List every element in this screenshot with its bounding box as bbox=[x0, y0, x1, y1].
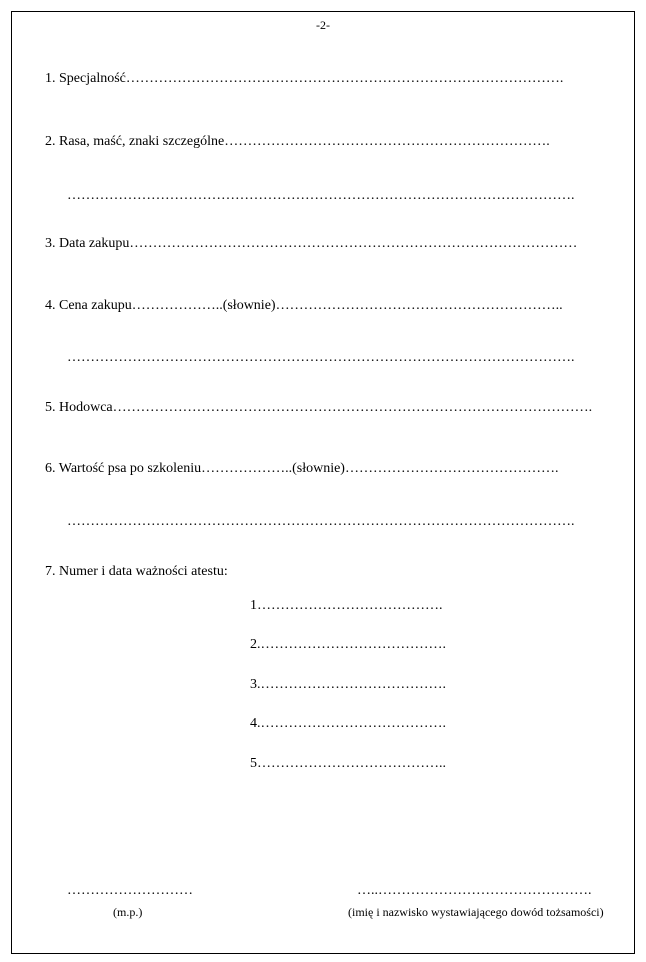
certificate-line-3: 3.…………………………………. bbox=[250, 677, 446, 692]
certificate-line-1: 1…………………………………. bbox=[250, 598, 443, 613]
stamp-signature-line: ……………………… bbox=[67, 883, 193, 898]
field-purchase-date: 3. Data zakupu…………………………………………………………………………………… bbox=[45, 236, 578, 251]
field-specialty: 1. Specjalność…………………………………………………………………………………. bbox=[45, 71, 564, 86]
page-frame bbox=[11, 11, 635, 954]
certificate-line-2: 2.…………………………………. bbox=[250, 637, 446, 652]
field-purchase-price: 4. Cena zakupu………………..(słownie)…………………………………………………….. bbox=[45, 298, 563, 313]
issuer-signature-line: …..………………………………………. bbox=[357, 883, 592, 898]
stamp-label: (m.p.) bbox=[113, 905, 143, 919]
certificate-line-4: 4.…………………………………. bbox=[250, 716, 446, 731]
field-value-after-training-continuation: ………………………………………………………………………………………………. bbox=[67, 514, 575, 529]
field-breed-continuation: ………………………………………………………………………………………………. bbox=[67, 188, 575, 203]
field-value-after-training: 6. Wartość psa po szkoleniu………………..(słownie)………………………………………. bbox=[45, 461, 559, 476]
certificate-line-5: 5………………………………….. bbox=[250, 756, 446, 771]
field-purchase-price-continuation: ………………………………………………………………………………………………. bbox=[67, 350, 575, 365]
issuer-label: (imię i nazwisko wystawiającego dowód tożsamości) bbox=[348, 905, 604, 919]
page-number: -2- bbox=[316, 18, 330, 32]
field-certificate-header: 7. Numer i data ważności atestu: bbox=[45, 564, 228, 579]
field-breed: 2. Rasa, maść, znaki szczególne……………………………………………………………. bbox=[45, 134, 550, 149]
field-breeder: 5. Hodowca…………………………………………………………………………………………. bbox=[45, 400, 593, 415]
